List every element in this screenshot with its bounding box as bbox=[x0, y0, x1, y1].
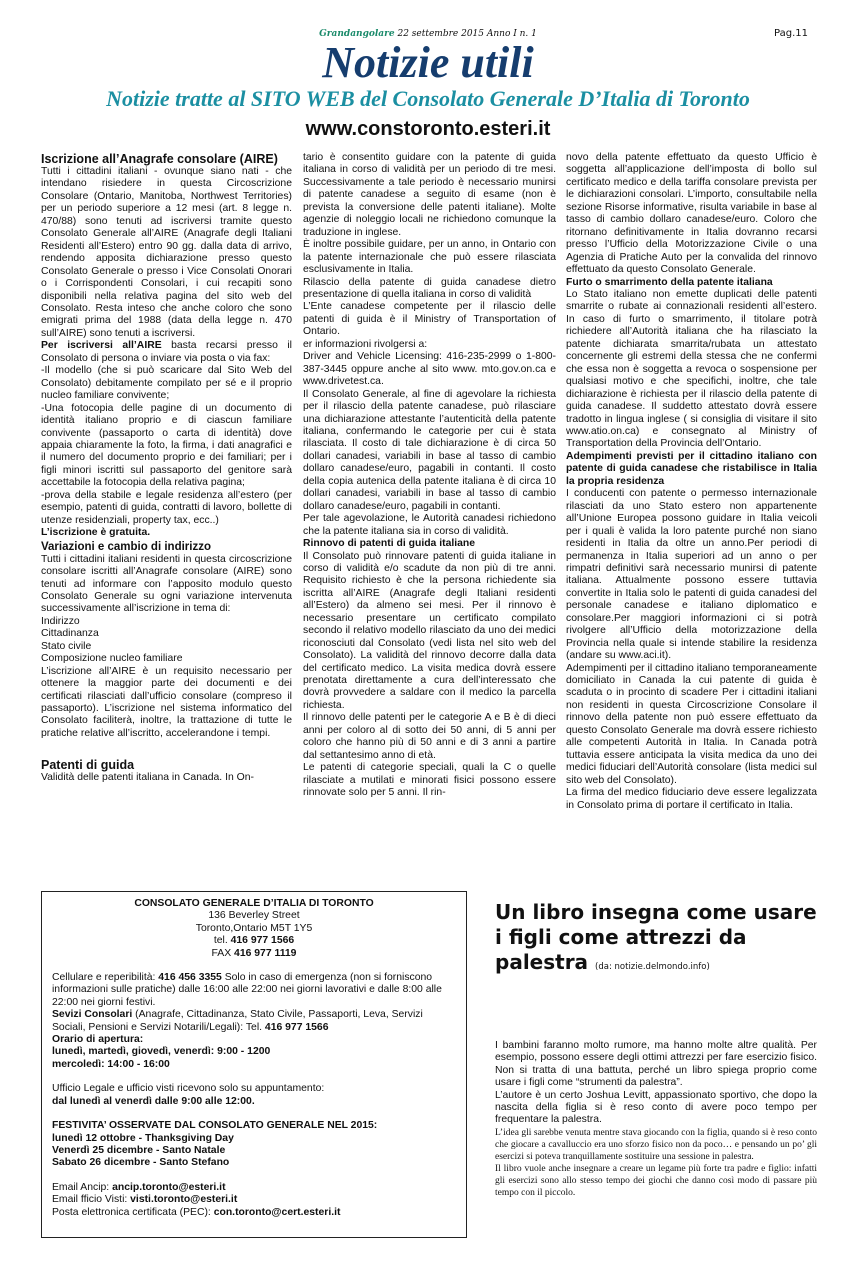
consulate-fax bbox=[52, 948, 456, 960]
paragraph: er informazioni rivolgersi a: bbox=[303, 338, 428, 350]
website-url: www.constoronto.esteri.it bbox=[305, 118, 551, 140]
cell-text: Solo in caso di emergenza (non si forniscono informazioni sulle pratiche) dalle 16:00 alle 22:00 nei giorni lavorativi e dalle 8:00 alle 22:00 nei giorni festivi. bbox=[52, 972, 442, 1008]
paragraph: L’Ente canadese competente per il rilascio delle patenti di guida è il Ministry of Transportation of Ontario. bbox=[303, 301, 556, 338]
email-label: Posta elettronica certificata (PEC): bbox=[52, 1206, 214, 1218]
email-pec bbox=[52, 1207, 456, 1219]
paragraph: Il Consolato può rinnovare patenti di guida italiane in corso di validità e/o scadute da non più di tre anni. Requisito richiesto è che la persona richiedente sia iscritta all’AIRE (Anagrafe degli Italiani residenti all’Estero) da almeno sei mesi. Per il rinnovo è necessario presentare un certificato compilato secondo il relativo modello rilasciato da uno dei medici riconosciuti dal Consolato (vedi lista nel sito web del Consolato). La validità del rinnovo decorre dalla data del certificato medico. La visita medica dovrà essere prenotata direttamente a cura dell’interessato che dovrà provvedere a saldare con il medico la parcella richiesta. bbox=[303, 550, 556, 711]
paragraph: Per tale agevolazione, le Autorità canadesi richiedono che la patente italiana sia in corso di validità. bbox=[303, 513, 556, 537]
cell-number: 416 456 3355 bbox=[158, 972, 222, 984]
list-item: Indirizzo bbox=[41, 615, 80, 627]
services-tel: 416 977 1566 bbox=[264, 1021, 329, 1033]
paragraph: tario è consentito guidare con la patente di guida italiana in corso di validità per un periodo di tre mesi. Successivamente a tale periodo è necessario munirsi di patente canadese a seguito di esame (non è prevista la conversione delle patenti italiane). Molte agenzie di noleggio locali ne richiedono comunque la traduzione in inglese. bbox=[303, 152, 556, 238]
legal-office-hours: dal lunedì al venerdì dalle 9:00 alle 12:00. bbox=[52, 1095, 255, 1107]
paragraph: L’idea gli sarebbe venuta mentre stava giocando con la figlia, quando si è reso conto che giocare a cavalluccio era uno sforzo fisico non da poco… e pensando un po’ gli esercizi si poteva tranquillamente sostituire una sessione in palestra. bbox=[495, 1127, 817, 1162]
inline-heading: Per iscriversi all’AIRE bbox=[41, 340, 162, 352]
holiday-item: Venerdì 25 dicembre - Santo Natale bbox=[52, 1144, 226, 1156]
article-title-block bbox=[495, 900, 825, 980]
paragraph: È inoltre possibile guidare, per un anno, in Ontario con la patente internazionale che può essere rilasciata esclusivamente in Italia. bbox=[303, 239, 556, 276]
page-subtitle: Notizie tratte al SITO WEB del Consolato Generale D’Italia di Toronto bbox=[106, 86, 750, 111]
paragraph: Tutti i cittadini italiani residenti in questa circoscrizione consolare iscritti all’Anagrafe consolare (AIRE) sono tenuti ad informare con l’apposito modulo questo Consolato Generale su ogni variazione intervenuta successivamente all’iscrizione in tema di: bbox=[41, 553, 292, 615]
consulate-city: Toronto,Ontario M5T 1Y5 bbox=[195, 922, 313, 934]
fax-number: 416 977 1119 bbox=[234, 947, 297, 959]
heading-patenti: Patenti di guida bbox=[41, 758, 135, 773]
legal-office-note: Ufficio Legale e ufficio visti ricevono solo su appuntamento: bbox=[52, 1083, 325, 1095]
page-number: Pag.11 bbox=[774, 28, 808, 39]
paragraph: Lo Stato italiano non emette duplicati delle patenti smarrite o rubate ai connazionali residenti all’estero. In caso di furto o smarrimento, il titolare potrà richiedere all’Autorità italiana che ha rilasciato la patente dichiarata smarrita/rubata un attestato concernente gli estremi della stessa che ne confermi che essa non è soggetta a revoca o sospensione per qualsiasi motivo e che specifichi, inoltre, che tale dichiarazione è richiesta per il rilascio della patente di guida canadese. Il suddetto attestato dovrà essere tradotto in lingua inglese ( si consiglia di visitare il sito www.atio.on.ca) e consegnato al Ministry of Transportation della Provincia dell’Ontario. bbox=[566, 288, 817, 450]
column-1 bbox=[41, 152, 292, 785]
opening-hours-2: mercoledì: 14:00 - 16:00 bbox=[52, 1058, 170, 1070]
paragraph: Driver and Vehicle Licensing: 416-235-2999 o 1-800-387-3445 oppure anche al sito www. mto.gov.on.ca e www.drivetest.ca. bbox=[303, 351, 556, 388]
article-body bbox=[495, 1040, 817, 1199]
email-address[interactable]: con.toronto@cert.esteri.it bbox=[213, 1206, 341, 1218]
list-item: Cittadinanza bbox=[41, 628, 99, 640]
tel-label: tel. bbox=[213, 935, 231, 947]
paragraph: Validità delle patenti italiana in Canada. In On- bbox=[41, 772, 254, 784]
paragraph: -Il modello (che si può scaricare dal Sito Web del Consolato) debitamente compilato per sé e il proprio nucleo familiare convivente; bbox=[41, 365, 292, 402]
paragraph: Le patenti di categorie speciali, quali la C o quelle rilasciate a mutilati e minorati fisici possono essere rinnovate solo per 5 anni. Il rin- bbox=[303, 762, 556, 799]
paragraph: Adempimenti per il cittadino italiano temporaneamente domiciliato in Canada la cui patente di guida è scaduta o in procinto di scadere Per i cittadini italiani non residenti in questa Circoscrizione Consolare il rinnovo della patente non può essere effettuato da questo Consolato Generale ma dovrà essere richiesto alle competenti Autorità in Italia. In Canada potrà tuttavia essere anticipata la visita medica da uno dei medici fiduciari dell’Autorità consolare (lista medici sul sito web del Consolato). bbox=[566, 662, 817, 786]
page-title: Notizie utili bbox=[322, 38, 534, 87]
paragraph: -Una fotocopia delle pagine di un documento di identità italiano proprio e di ciascun familiare convivente (passaporto o carta di identità) dove appaia chiaramente la foto, la firma, i dati anagrafici e il numero del documento proprio e dei familiari; per i figli minori iscritti sul passaporto del genitore sarà accettabile la fotocopia della relativa pagina; bbox=[41, 402, 292, 489]
fax-label: FAX bbox=[211, 947, 235, 959]
heading-variazioni: Variazioni e cambio di indirizzo bbox=[41, 540, 211, 553]
heading-aire: Iscrizione all’Anagrafe consolare (AIRE) bbox=[41, 152, 278, 166]
article-source: (da: notizie.delmondo.info) bbox=[595, 962, 710, 972]
cell-label: Cellulare e reperibilità: bbox=[52, 972, 159, 984]
paragraph: L’autore è un certo Joshua Levitt, appassionato sportivo, che dopo la nascita della figlia si è reso conto di avere poco tempo per frequentare la palestra. bbox=[495, 1089, 817, 1126]
holidays-title: FESTIVITA’ OSSERVATE DAL CONSOLATO GENERALE NEL 2015: bbox=[52, 1120, 378, 1132]
tel-number: 416 977 1566 bbox=[230, 935, 295, 947]
opening-hours-1: lunedì, martedì, giovedì, venerdì: 9:00 - 1200 bbox=[52, 1046, 271, 1058]
paragraph: Il libro vuole anche insegnare a creare un legame più forte tra padre e figlio: infatti gli esercizi sono allo stesso tempo dei giochi che danno così modo di passare più tempo con il piccolo. bbox=[495, 1163, 817, 1198]
email-label: Email Ancip: bbox=[52, 1181, 113, 1193]
paragraph-text: basta recarsi presso il Consolato di persona o inviare via posta o via fax: bbox=[41, 340, 292, 364]
holiday-item: lunedì 12 ottobre - Thanksgiving Day bbox=[52, 1132, 234, 1144]
consulate-contact-box bbox=[41, 891, 467, 1238]
opening-hours-title: Orario di apertura: bbox=[52, 1034, 144, 1046]
email-address[interactable]: visti.toronto@esteri.it bbox=[130, 1194, 238, 1206]
paragraph: La firma del medico fiduciario deve essere legalizzata in Consolato prima di portare il certificato in Italia. bbox=[566, 787, 817, 811]
consulate-street: 136 Beverley Street bbox=[208, 910, 300, 922]
paragraph: Tutti i cittadini italiani - ovunque siano nati - che intendano risiedere in questa Circoscrizione Consolare (Ontario, Manitoba, Northwest Territories) per un periodo superiore a 12 mesi (art. 8 legge n. 470/88) sono tenuti ad iscriversi tramite questo Consolato Generale all’AIRE (Anagrafe degli Italiani Residenti all’Estero) entro 90 gg. dalla data di arrivo, rendendo apposita dichiarazione presso questo Consolato Generale o presso i Vice Consolati Onorari o i Corrispondenti Consolari, i cui recapiti sono disponibili nella relativa pagina del sito web del Consolato. Resta inteso che anche coloro che sono emigrati prima del 1988 (data della legge n. 470 sull’AIRE) sono tenuti a iscriversi. bbox=[41, 166, 292, 339]
services-label: Sevizi Consolari bbox=[52, 1009, 133, 1021]
paragraph: I conducenti con patente o permesso internazionale rilasciati da uno Stato estero non appartenente all’Unione Europea possono guidare in Italia veicoli per i quali è valida la loro patente purché non siano residenti in Italia da oltre un anno.Per periodi di permanenza in Italia superiori ad un anno o per rimpatri definitivi sarà necessario munirsi di patente italiana. Attualmente possono essere tuttavia convertite in Italia solo le patenti di guida canadesi del personale canadese e italiano diplomatico e consolare.Per maggiori informazioni ci si potrà rivolgere all’Ufficio della motorizzazione della Provincia nella quale si intende stabilire la residenza (andare su www.aci.it). bbox=[566, 488, 817, 662]
email-address[interactable]: ancip.toronto@esteri.it bbox=[112, 1181, 226, 1193]
list-item: Composizione nucleo familiare bbox=[41, 653, 183, 665]
emergency-info bbox=[52, 972, 456, 1009]
consulate-name: CONSOLATO GENERALE D’ITALIA DI TORONTO bbox=[134, 898, 374, 909]
issue-info: 22 settembre 2015 Anno I n. 1 bbox=[397, 29, 537, 39]
paragraph: I bambini faranno molto rumore, ma hanno molte altre qualità. Per esempio, possono essere degli ottimi attrezzi per fare esercizio fisico. Non si tratta di una battuta, perché un libro spiega proprio come usare i figli come “strumenti da palestra”. bbox=[495, 1040, 817, 1089]
column-3 bbox=[566, 152, 817, 812]
email-visti bbox=[52, 1194, 456, 1206]
paragraph: Il rinnovo delle patenti per le categorie A e B è di dieci anni per coloro al di sotto dei 50 anni, di 5 anni per coloro che hanno più di 50 anni e di 3 anni a partire dal settantesimo anno di età. bbox=[303, 712, 556, 761]
heading-rinnovo: Rinnovo di patenti di guida italiane bbox=[303, 538, 476, 550]
article-title: Un libro insegna come usare i figli come attrezzi da palestra bbox=[495, 900, 817, 974]
list-item: Stato civile bbox=[41, 640, 92, 652]
free-note: L’iscrizione è gratuita. bbox=[41, 527, 151, 539]
column-2 bbox=[303, 152, 556, 800]
heading-adempimenti: Adempimenti previsti per il cittadino italiano con patente di guida canadese che ristabilisce in Italia la propria residenza bbox=[566, 450, 817, 487]
paragraph: L’iscrizione all’AIRE è un requisito necessario per ottenere la maggior parte dei documenti e dei certificati rilasciati dall’ufficio consolare (compreso il passaporto). L’iscrizione nel sistema informatico del Consolato faciliterà, inoltre, la trattazione di tutte le pratiche relative all’iscritto, accelerandone i tempi. bbox=[41, 665, 292, 739]
email-ancip bbox=[52, 1182, 456, 1194]
paragraph: Rilascio della patente di guida canadese dietro presentazione di quella italiana in corso di validità bbox=[303, 276, 556, 300]
paragraph: novo della patente effettuato da questo Ufficio è soggetta all’applicazione dell’imposta di bollo sul certificato medico e della tariffa consolare prevista per le dichiarazioni consolari. L’importo, consultabile nella sezione Risorse informative, risulta variabile in base al tasso di cambio dollaro canadese/euro. Coloro che ritornano definitivamente in Italia dovranno recarsi presso l’Ufficio della Motorizzazione Civile o una Agenzia di Pratiche Auto per la convalida del rinnovo effettuato da questo Consolato Generale. bbox=[566, 152, 817, 276]
email-label: Email fficio Visti: bbox=[52, 1194, 131, 1206]
services-text: (Anagrafe, Cittadinanza, Stato Civile, Passaporti, Leva, Servizi Sociali, Pensioni e Servizi Notarili/Legali): Tel. bbox=[52, 1009, 423, 1033]
consulate-tel bbox=[52, 935, 456, 947]
publication-name: Grandangolare bbox=[319, 29, 395, 39]
paragraph: -prova della stabile e legale residenza all’estero (per esempio, patenti di guida, contratti di lavoro, bollette di utenze residenziali, property tax, ecc..) bbox=[41, 489, 292, 526]
paragraph: Il Consolato Generale, al fine di agevolare la richiesta per il rilascio della patente canadese, può rilasciare una dichiarazione attestante l’autenticità della patente italiana, confermando le categorie per cui è stata rilasciata. Il costo di tale dichiarazione è di circa 50 dollari canadesi, variabili in base al tasso di cambio dollaro canadese/euro, pagabili in contanti. Il costo della copia autenica della patente italiana è di circa 10 dollari canadesi, variabili in base al tasso di cambio dollaro canadese/euro, pagabili in contanti. bbox=[303, 388, 556, 512]
holiday-item: Sabato 26 dicembre - Santo Stefano bbox=[52, 1157, 230, 1169]
paragraph bbox=[41, 340, 292, 365]
heading-furto: Furto o smarrimento della patente italiana bbox=[566, 276, 773, 288]
services-info bbox=[52, 1009, 456, 1034]
